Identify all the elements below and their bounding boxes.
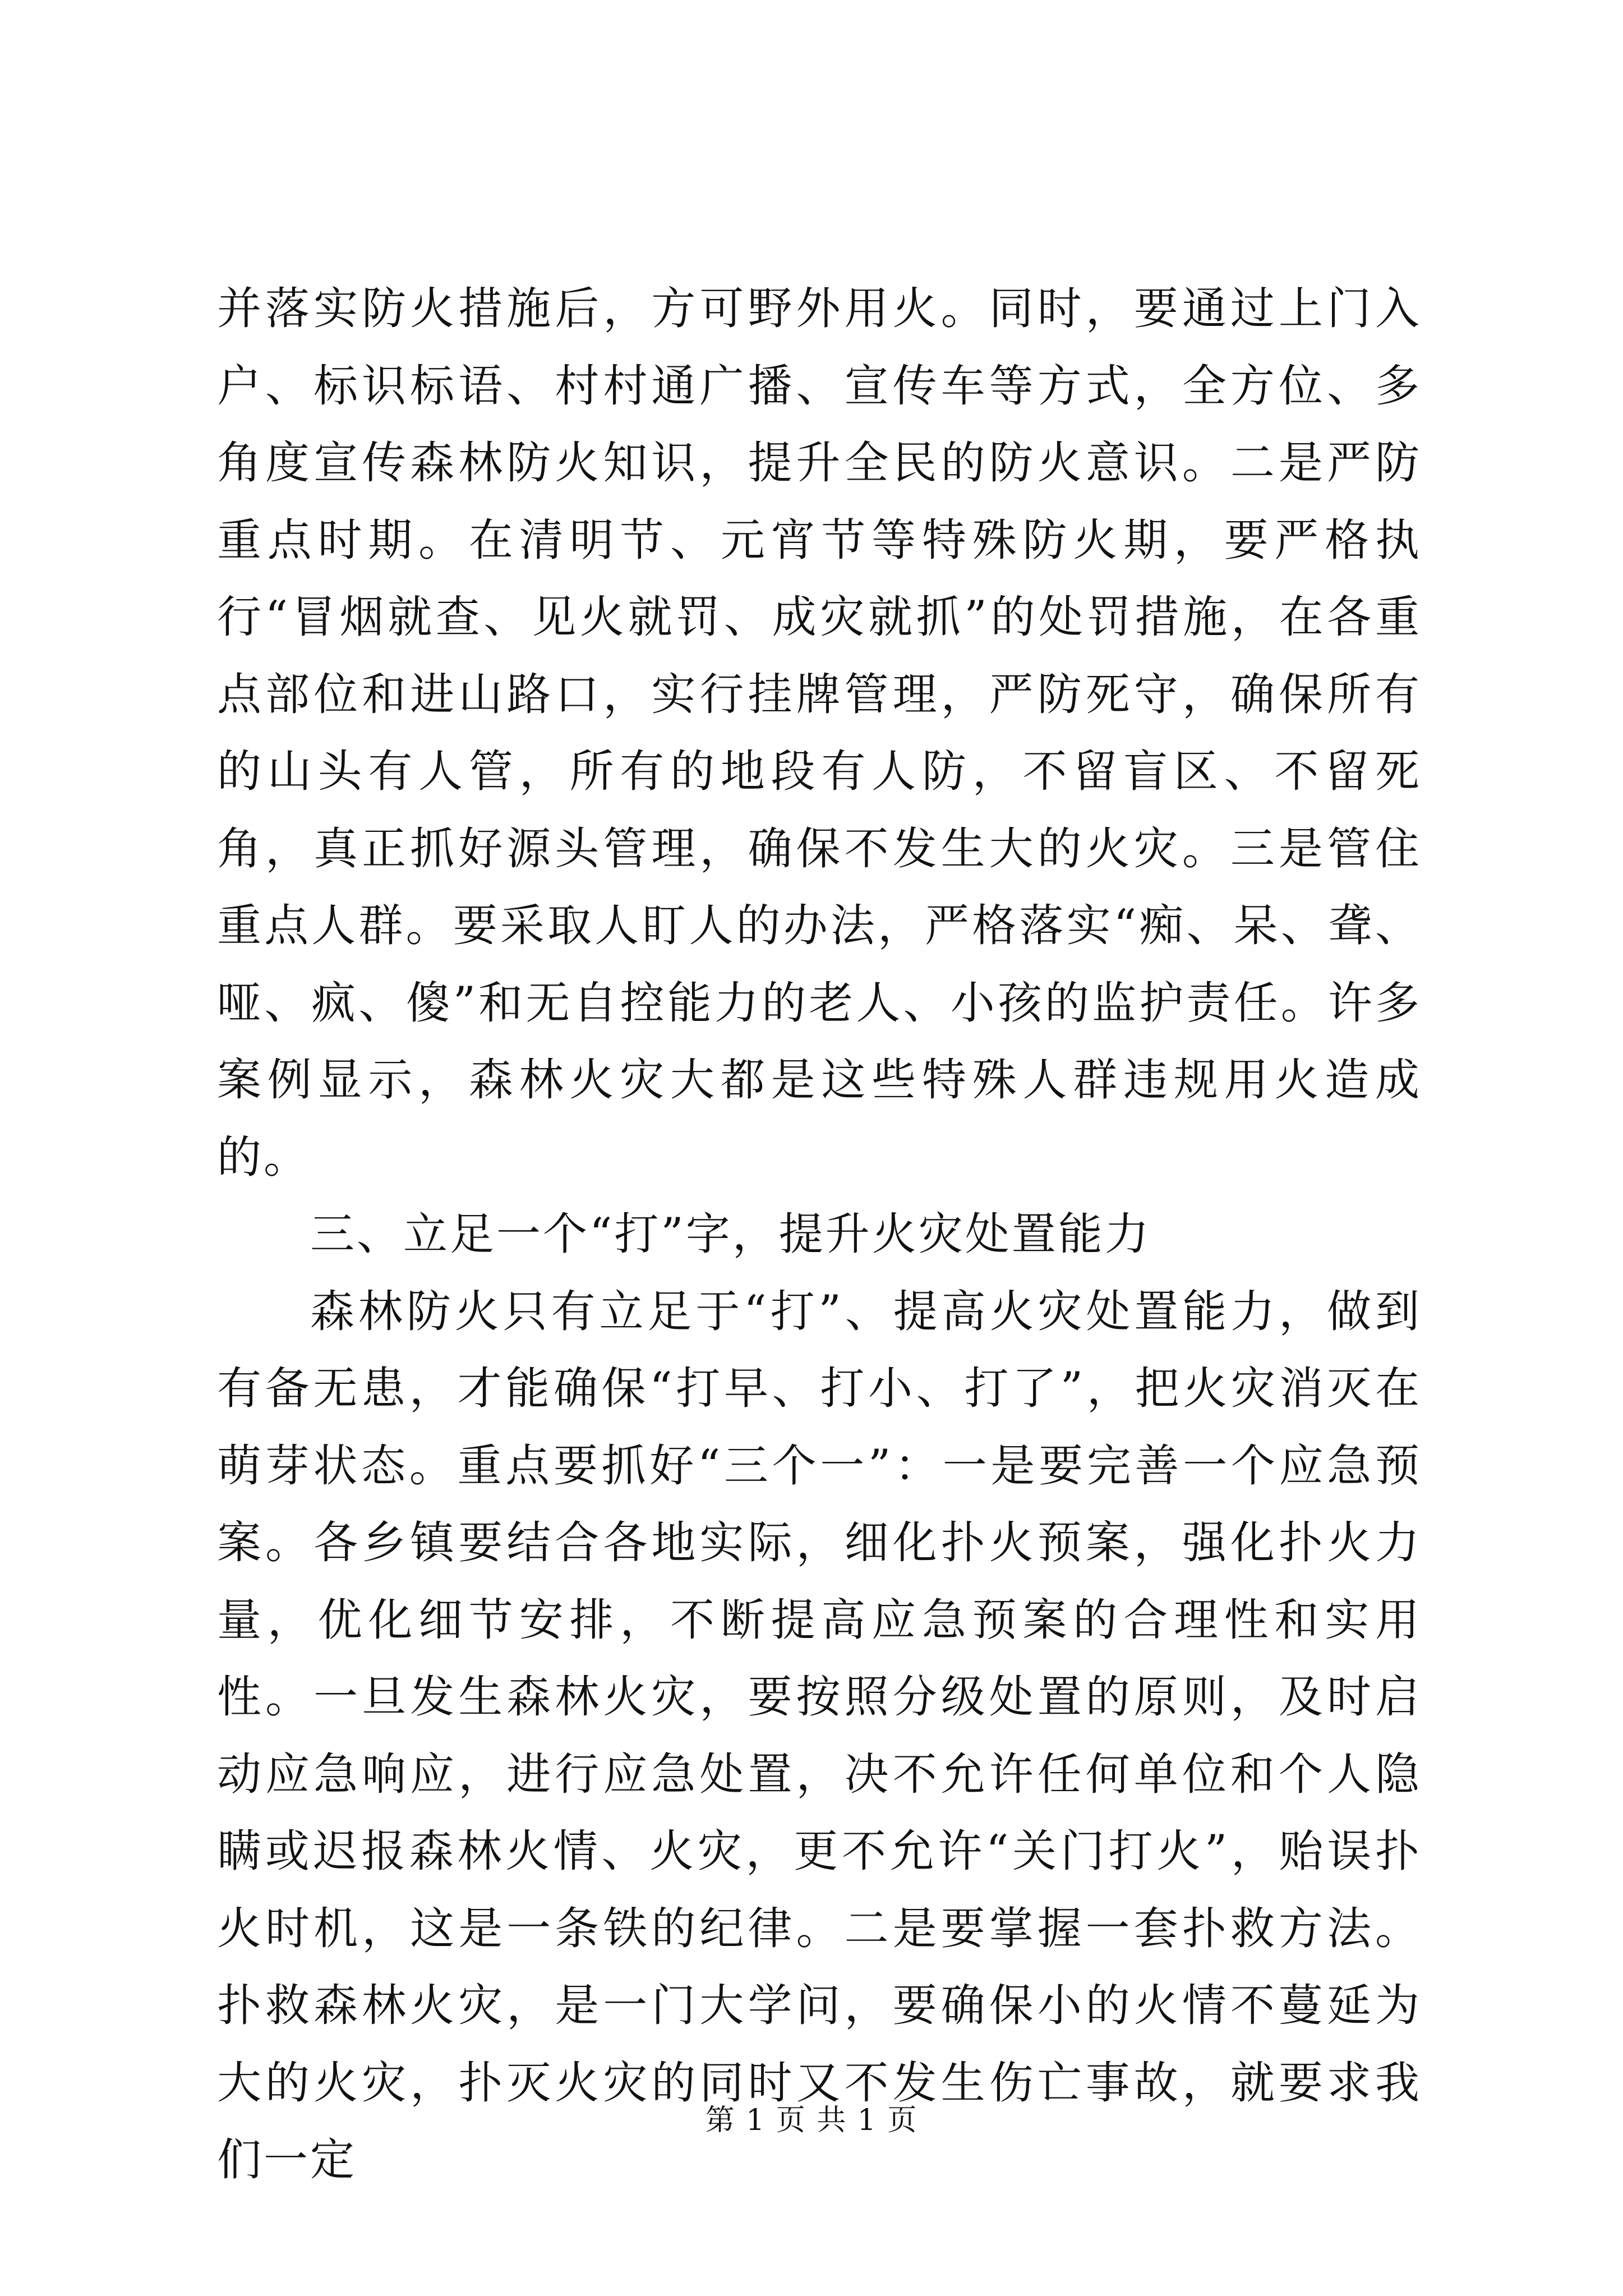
body-paragraph-section-three: 森林防火只有立足于“打”、提高火灾处置能力，做到有备无患，才能确保“打早、打小、打了”，把火灾消灭在萌芽状态。重点要抓好“三个一”：一是要完善一个应急预案。各乡镇要结合各地实际，细化扑火预案，强化扑火力量，优化细节安排，不断提高应急预案的合理性和实用性。一旦发生森林火灾，要按照分级处置的原则，及时启动应急响应，进行应急处置，决不允许任何单位和个人隐瞒或迟报森林火情、火灾，更不允许“关门打火”，贻误扑火时机，这是一条铁的纪律。二是要掌握一套扑救方法。扑救森林火灾，是一门大学问，要确保小的火情不蔓延为大的火灾，扑灭火灾的同时又不发生伤亡事故，就要求我们一定 — [217, 1285, 1422, 2185]
section-heading-three: 三、立足一个“打”字，提升火灾处置能力 — [310, 1208, 1151, 1260]
document-body — [217, 270, 1422, 2199]
body-paragraph-continuation: 并落实防火措施后，方可野外用火。同时，要通过上门入户、标识标语、村村通广播、宣传车等方式，全方位、多角度宣传森林防火知识，提升全民的防火意识。二是严防重点时期。在清明节、元宵节等特殊防火期，要严格执行“冒烟就查、见火就罚、成灾就抓”的处罚措施，在各重点部位和进山路口，实行挂牌管理，严防死守，确保所有的山头有人管，所有的地段有人防，不留盲区、不留死角，真正抓好源头管理，确保不发生大的火灾。三是管住重点人群。要采取人盯人的办法，严格落实“痴、呆、聋、哑、疯、傻”和无自控能力的老人、小孩的监护责任。许多案例显示，森林火灾大都是这些特殊人群违规用火造成的。 — [217, 283, 1422, 1183]
page-number-footer: 第 1 页 共 1 页 — [705, 2104, 918, 2137]
